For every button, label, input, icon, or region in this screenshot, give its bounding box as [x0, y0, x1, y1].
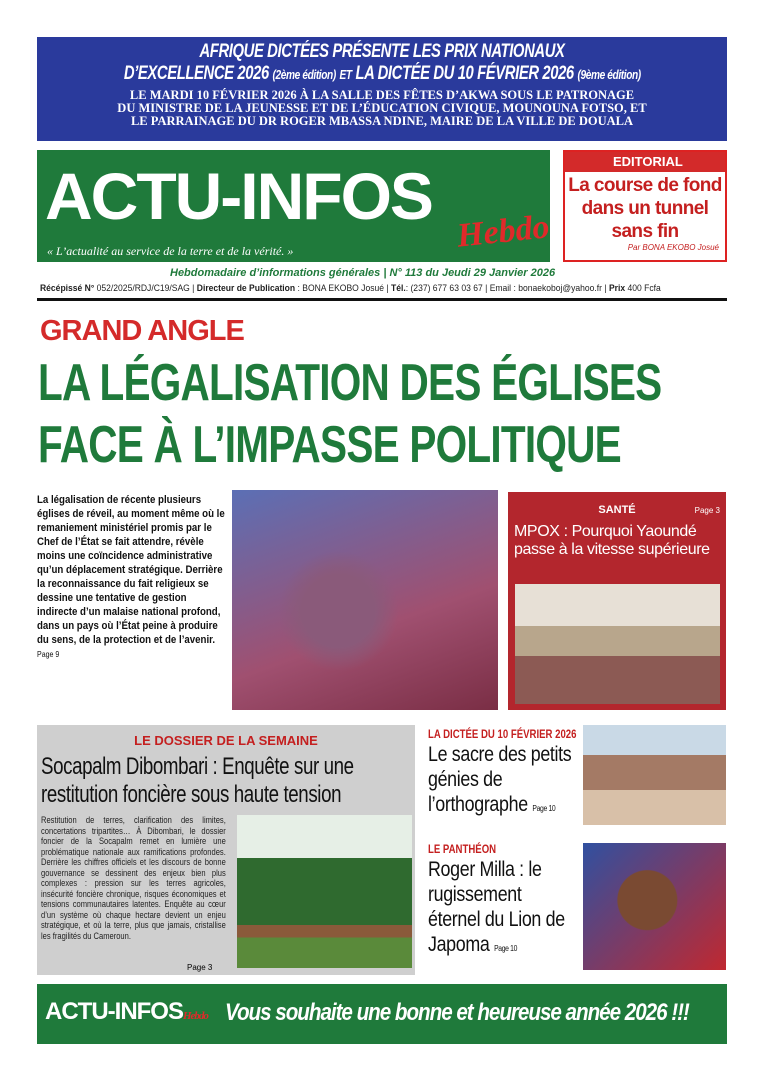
sante-page: Page 3: [694, 506, 720, 515]
pantheon-title: Roger Milla : le rugissement éternel du Lion de Japoma Page 10: [428, 858, 565, 956]
main-photo: [232, 490, 498, 710]
footer-banner: [37, 984, 727, 1044]
issue-info: Hebdomadaire d’informations générales | N° 113 du Jeudi 29 Janvier 2026: [170, 267, 556, 279]
main-headline[interactable]: LA LÉGALISATION DES ÉGLISES FACE À L’IMPASSE POLITIQUE: [38, 354, 662, 474]
masthead-hebdo: Hebdo: [455, 208, 552, 255]
sante-box[interactable]: [508, 492, 726, 710]
banner-sub2: DU MINISTRE DE LA JEUNESSE ET DE L’ÉDUCATION CIVIQUE, MOUNOUNA FOTSO, ET: [117, 101, 647, 115]
editorial-byline: Par BONA EKOBO Josué: [627, 243, 719, 252]
dictee-kicker: LA DICTÉE DU 10 FÉVRIER 2026: [428, 727, 577, 741]
editorial-box[interactable]: [563, 150, 727, 262]
dictee-article[interactable]: [428, 727, 578, 821]
pantheon-kicker: LE PANTHÉON: [428, 842, 497, 856]
event-banner: [37, 37, 727, 141]
dossier-page: Page 3: [187, 963, 213, 972]
dossier-photo: [237, 815, 412, 968]
editorial-title: La course de fond dans un tunnel sans fin: [568, 175, 722, 242]
publication-details: Récépissé N° 052/2025/RDJ/C19/SAG | Directeur de Publication : BONA EKOBO Josué | Tél.: (237) 677 63 03 67 | Email : bonaekoboj@yahoo.fr | Prix 400 Fcfa: [40, 283, 661, 294]
banner-line1: AFRIQUE DICTÉES PRÉSENTE LES PRIX NATIONAUX: [199, 41, 565, 62]
sante-title: MPOX : Pourquoi Yaoundé passe à la vitesse supérieure: [514, 523, 710, 558]
banner-line2: D’EXCELLENCE 2026 (2ème édition) ET LA DICTÉE DU 10 FÉVRIER 2026 (9ème édition): [123, 63, 641, 84]
footer-logo: ACTU-INFOSHebdo: [45, 998, 208, 1025]
masthead-motto: « L’actualité au service de la terre et de la vérité. »: [47, 244, 294, 258]
dossier-body: Restitution de terres, clarification des limites, concertations tripartites… À Dibombari, le dossier foncier de la Socapalm remet en lumière une problématique nationale aux ramifications profondes. Derrière les chiffres officiels et les discours de bonne gouvernance se dessinent des enjeux bien plus complexes : pression sur les terres agricoles, insécurité foncière chronique, risques économiques et tensions communautaires latentes. Enquête au cœur d’un système où chaque hectare devient un enjeu stratégique, et où la terre, plus que jamais, cristallise les fragilités du Cameroun.: [41, 815, 226, 941]
dossier-title: Socapalm Dibombari : Enquête sur une restitution foncière sous haute tension: [41, 753, 354, 808]
banner-sub3: LE PARRAINAGE DU DR ROGER MBASSA NDINE, MAIRE DE LA VILLE DE DOUALA: [130, 114, 634, 128]
banner-sub1: LE MARDI 10 FÉVRIER 2026 À LA SALLE DES FÊTES D’AKWA SOUS LE PATRONAGE: [129, 88, 635, 102]
main-lead: La légalisation de récente plusieurs églises de réveil, au moment même où le remaniement ministériel promis par le Chef de l’État se fait attendre, révèle moins une coïncidence administrative qu’un déplacement stratégique. Derrière la reconnaissance du fait religieux se dessine une tentative de gestion indirecte d’un malaise national profond, dans un pays où l’État peine à produire du sens, de la protection et de l’avenir. Page 9: [37, 494, 225, 659]
dictee-title: Le sacre des petits génies de l’orthographe Page 10: [428, 743, 572, 816]
masthead-logo: ACTU-INFOS: [45, 159, 432, 233]
sante-photo: [515, 584, 720, 704]
editorial-label: EDITORIAL: [565, 152, 725, 172]
pantheon-photo: [583, 843, 726, 970]
pantheon-article[interactable]: [428, 842, 578, 961]
masthead: [37, 150, 550, 262]
dictee-photo: [583, 725, 726, 825]
sante-kicker: SANTÉ: [598, 504, 636, 516]
dossier-kicker: LE DOSSIER DE LA SEMAINE: [134, 733, 318, 748]
footer-message: Vous souhaite une bonne et heureuse année 2026 !!!: [225, 999, 689, 1026]
dossier-box[interactable]: [37, 725, 415, 975]
divider: [37, 298, 727, 301]
main-kicker: GRAND ANGLE: [40, 315, 244, 347]
